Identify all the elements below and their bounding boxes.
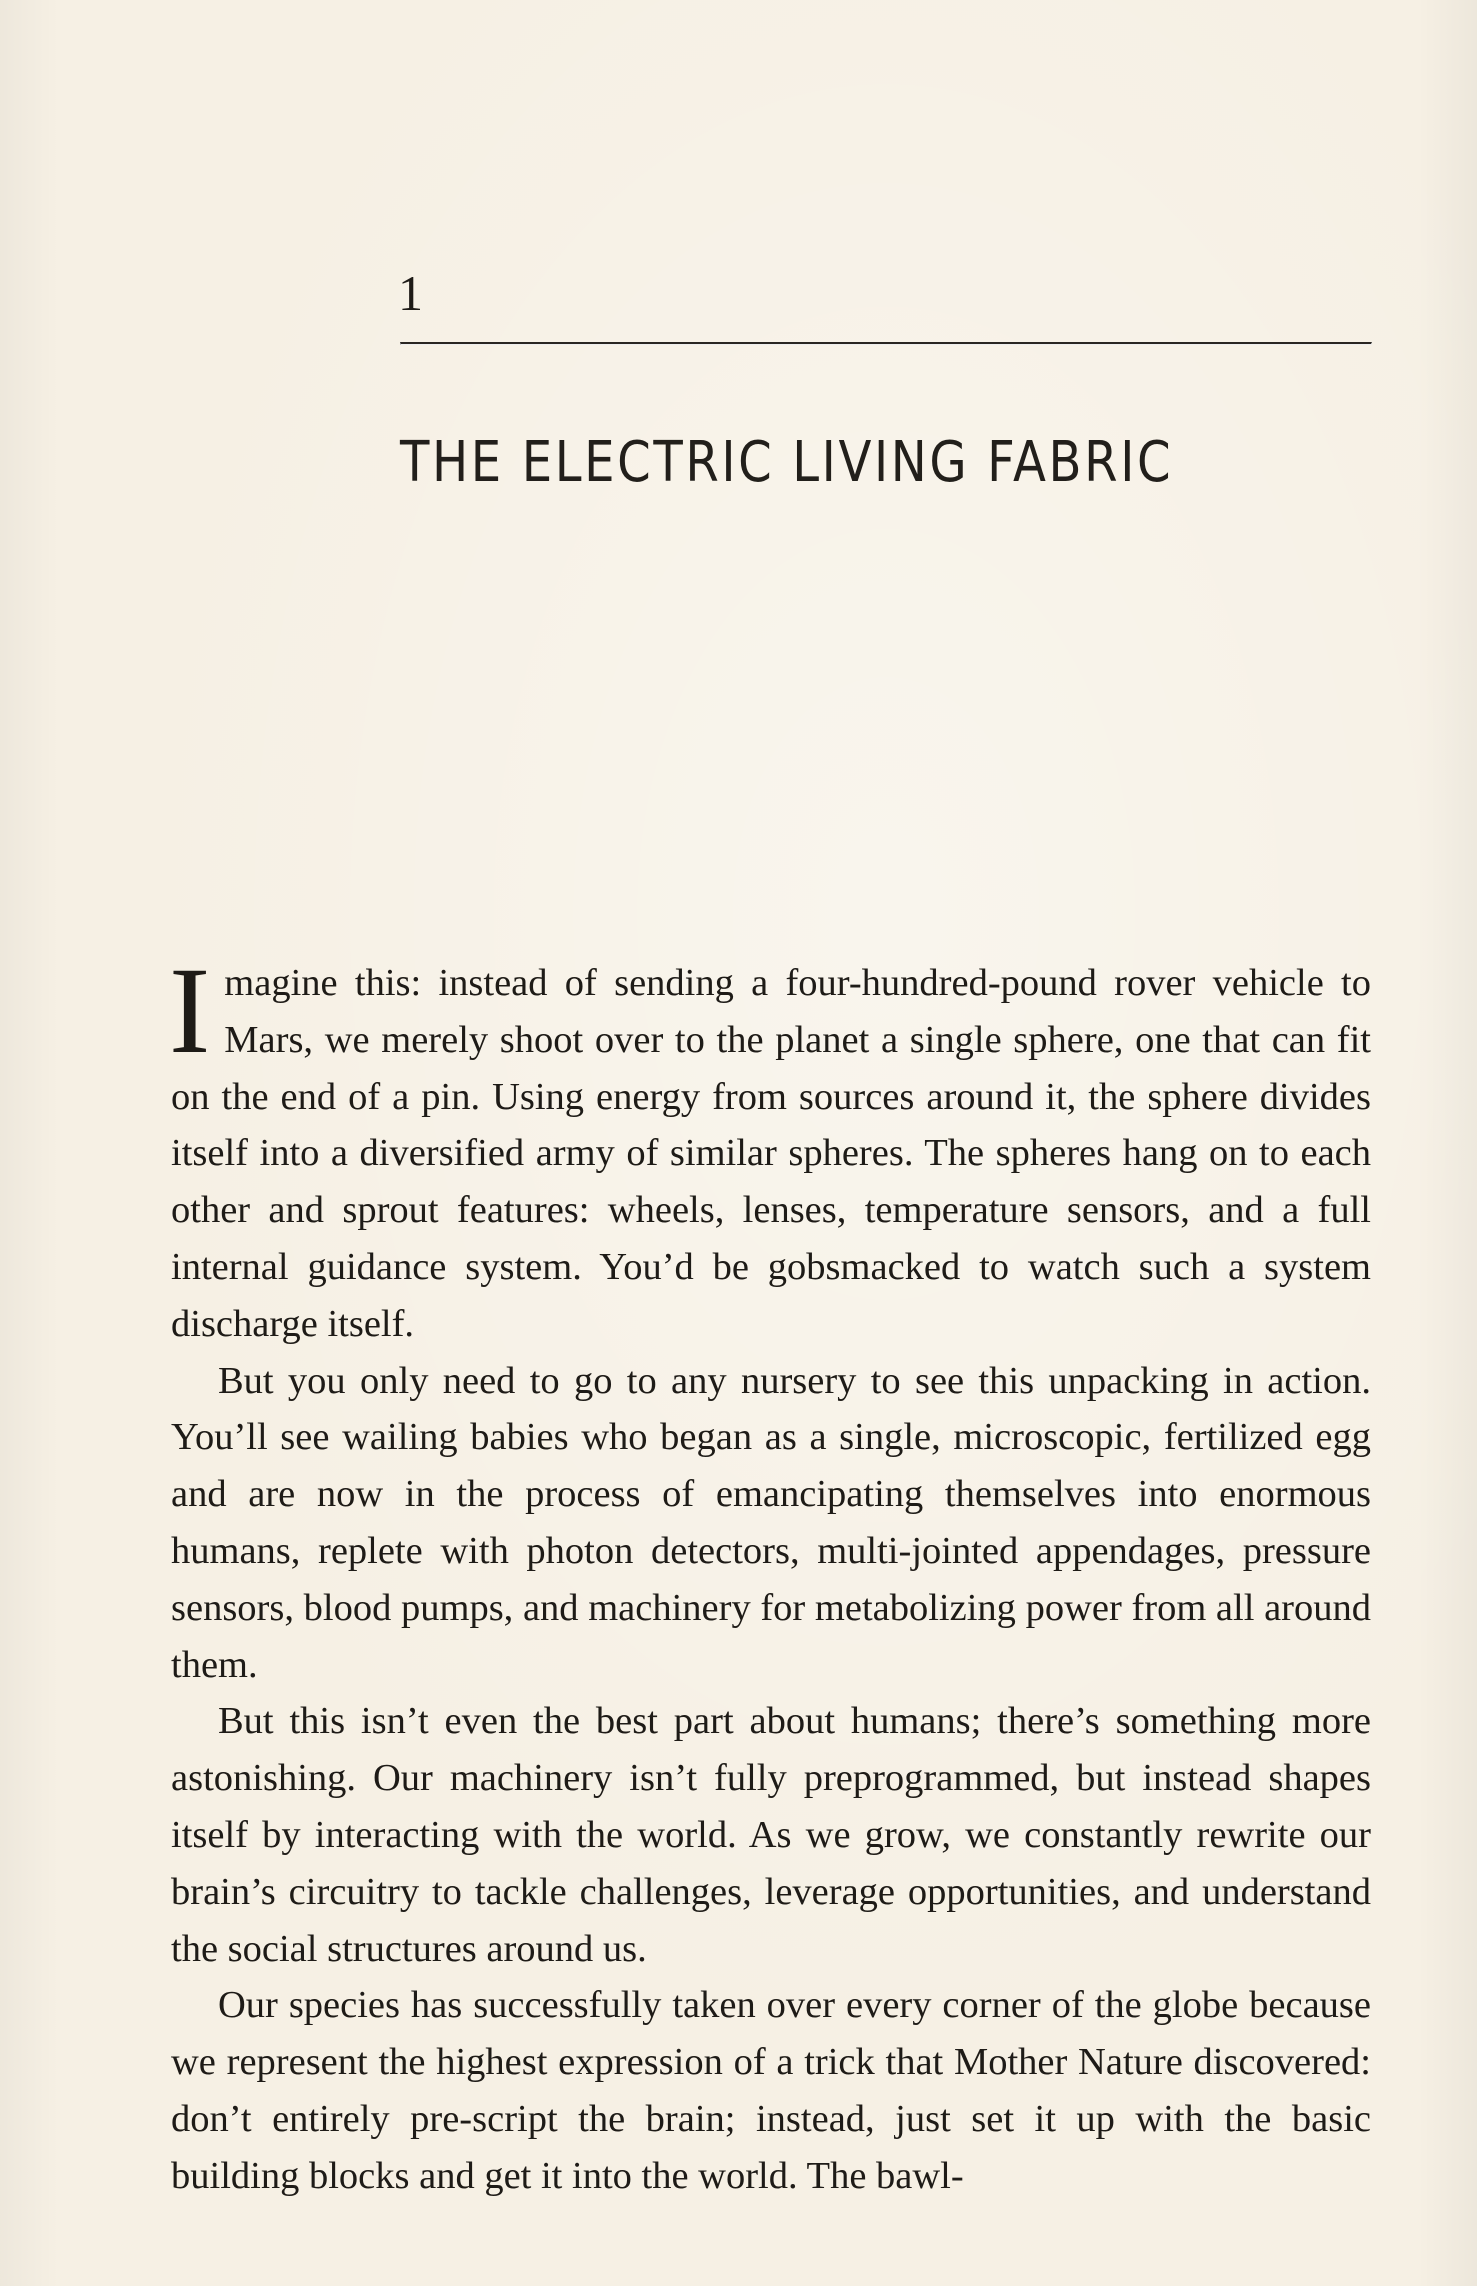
drop-cap: I bbox=[169, 942, 211, 1079]
paragraph-3: But this isn’t even the best part about humans; there’s something more astonishing. Our machinery isn’t fully preprogrammed, but instead shapes itself by interacting with the world. As we grow, we constantly rewrite our brain’s circuitry to tackle challenges, leverage opportunities, and understand the social structures around us. bbox=[171, 1700, 1371, 1970]
paragraph-1 bbox=[169, 942, 1371, 1353]
chapter-divider bbox=[400, 342, 1372, 345]
chapter-number: 1 bbox=[398, 265, 423, 321]
paragraph-1-text: magine this: instead of sending a four-hundred-pound rover vehicle to Mars, we merely shoot over to the planet a single sphere, one that can fit on the end of a pin. Using energy from sources around it, the sphere divides itself into a diversified army of similar spheres. The spheres hang on to each other and sprout features: wheels, lenses, temperature sensors, and a full internal guidance system. You’d be gobsmacked to watch such a system discharge itself. bbox=[171, 962, 1371, 1345]
chapter-title: THE ELECTRIC LIVING FABRIC bbox=[400, 430, 1174, 495]
paragraph-4: Our species has successfully taken over every corner of the globe because we represent the highest expression of a trick that Mother Nature discovered: don’t entirely pre-script the brain; instead, just set it up with the basic building blocks and get it into the world. The bawl- bbox=[171, 1984, 1371, 2197]
chapter-body bbox=[169, 942, 1371, 2205]
paragraph-2: But you only need to go to any nursery to see this unpacking in action. You’ll see wailing babies who began as a single, microscopic, fertilized egg and are now in the process of emancipating themselves into enormous humans, replete with photon detectors, multi-jointed appendages, pressure sensors, blood pumps, and machinery for metabolizing power from all around them. bbox=[171, 1359, 1371, 1686]
